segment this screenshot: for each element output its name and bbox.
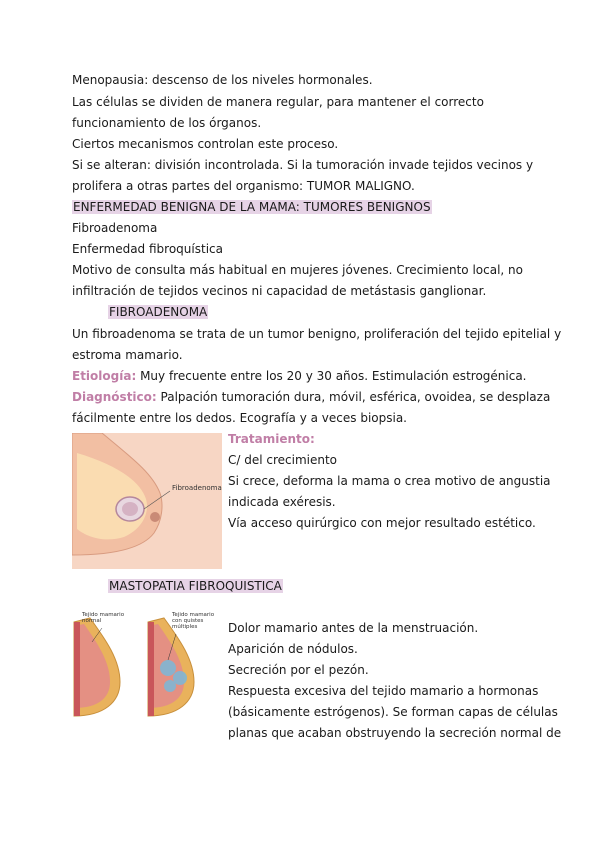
mastopatia-line: Secreción por el pezón. [228, 663, 369, 677]
diagnostico-label: Diagnóstico: [72, 390, 157, 404]
tratamiento-label [228, 431, 315, 447]
tratamiento-line: indicada exéresis. [228, 495, 336, 509]
mastopatia-line: Dolor mamario antes de la menstruación. [228, 621, 479, 635]
mastopatia-figure [72, 612, 224, 720]
fibroadenoma-heading-text: FIBROADENOMA [109, 305, 208, 319]
intro-line: Menopausia: descenso de los niveles hormonales. [72, 73, 373, 87]
diagnostico-line-2: fácilmente entre los dedos. Ecografía y a veces biopsia. [72, 411, 407, 425]
diagnostico-line [72, 389, 550, 405]
etiologia-label: Etiología: [72, 369, 137, 383]
intro-line: Las células se dividen de manera regular, para mantener el correcto [72, 95, 484, 109]
fibroadenoma-figure [72, 433, 222, 569]
tratamiento-line: Si crece, deforma la mama o crea motivo de angustia [228, 474, 551, 488]
fibroadenoma-figure-label: Fibroadenoma [172, 484, 222, 492]
intro-line: prolifera a otras partes del organismo: TUMOR MALIGNO. [72, 179, 415, 193]
mastopatia-heading [108, 578, 283, 594]
fibro-definition: estroma mamario. [72, 348, 183, 362]
consult-line: infiltración de tejidos vecinos ni capacidad de metástasis ganglionar. [72, 284, 487, 298]
diagnostico-text: Palpación tumoración dura, móvil, esférica, ovoidea, se desplaza [156, 390, 551, 404]
mastopatia-line: (básicamente estrógenos). Se forman capas de células [228, 705, 558, 719]
benign-type: Fibroadenoma [72, 221, 158, 235]
figure-label-quistes: Tejido mamario con quistes múltiples [172, 612, 215, 630]
section-title-text: ENFERMEDAD BENIGNA DE LA MAMA: TUMORES BENIGNOS [73, 200, 431, 214]
figure-label-normal: Tejido mamario normal [82, 612, 125, 624]
fibro-definition: Un fibroadenoma se trata de un tumor benigno, proliferación del tejido epitelial y [72, 327, 562, 341]
breast-illustration [72, 433, 222, 569]
intro-line: Si se alteran: división incontrolada. Si la tumoración invade tejidos vecinos y [72, 158, 534, 172]
fibroadenoma-heading [108, 304, 208, 320]
consult-line: Motivo de consulta más habitual en mujeres jóvenes. Crecimiento local, no [72, 263, 523, 277]
tratamiento-label-text: Tratamiento: [228, 432, 315, 446]
intro-line: funcionamiento de los órganos. [72, 116, 262, 130]
mastopatia-line: Respuesta excesiva del tejido mamario a hormonas [228, 684, 539, 698]
etiologia-line [72, 368, 526, 384]
section-title [72, 199, 432, 215]
mastopatia-line: planas que acaban obstruyendo la secreción normal de [228, 726, 562, 740]
etiologia-text: Muy frecuente entre los 20 y 30 años. Estimulación estrogénica. [136, 369, 527, 383]
tratamiento-line: Vía acceso quirúrgico con mejor resultado estético. [228, 516, 536, 530]
tratamiento-line: C/ del crecimiento [228, 453, 338, 467]
benign-type: Enfermedad fibroquística [72, 242, 223, 256]
mastopatia-line: Aparición de nódulos. [228, 642, 358, 656]
mastopatia-heading-text: MASTOPATIA FIBROQUISTICA [109, 579, 282, 593]
intro-line: Ciertos mecanismos controlan este proceso. [72, 137, 339, 151]
